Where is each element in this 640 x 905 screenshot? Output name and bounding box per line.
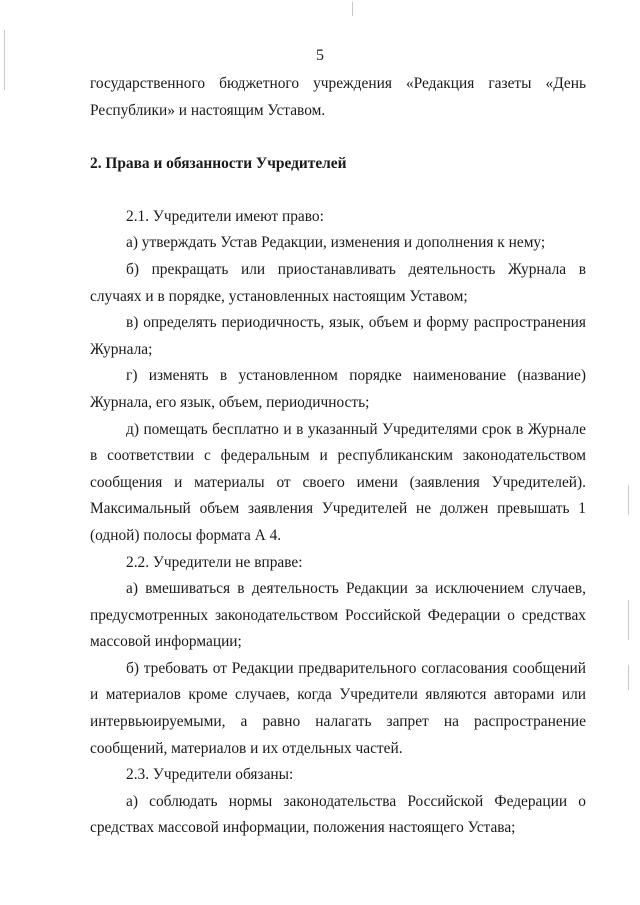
page-number: 5: [316, 47, 324, 64]
clause-2-3: 2.3. Учредители обязаны:: [126, 766, 294, 784]
clause-2-1-g: г) изменять в установленном порядке наименование (название) Журнала, его язык, объем, периодичность;: [90, 367, 586, 411]
clause-2-2-a: а) вмешиваться в деятельность Редакции за исключением случаев, предусмотренных законодательством Российской Федерации о средствах массовой информации;: [90, 580, 586, 651]
scan-artifact-right-1: [628, 485, 629, 515]
intro-paragraph: государственного бюджетного учреждения «Редакция газеты «День Республики» и настоящим Уставом.: [90, 75, 586, 119]
clause-2-1: 2.1. Учредители имеют право:: [126, 207, 324, 225]
clause-2-1-a: а) утверждать Устав Редакции, изменения и дополнения к нему;: [126, 234, 546, 252]
section-heading: 2. Права и обязанности Учредителей: [90, 155, 347, 173]
clause-2-1-d: д) помещать бесплатно и в указанный Учредителями срок в Журнале в соответствии с федеральным и республиканским законодательством сообщения и материалы от своего имени (заявления Учредителей). Максимальный объем заявления Учредителей не должен превышать 1 (одной) полосы формата А 4.: [90, 420, 586, 544]
clause-2-3-a: а) соблюдать нормы законодательства Российской Федерации о средствах массовой информации, положения настоящего Устава;: [90, 792, 586, 837]
clause-2-2-b: б) требовать от Редакции предварительного согласования сообщений и материалов кроме случаев, когда Учредители являются авторами или интервьюируемыми, а равно налагать запрет на распространение сообщений, материалов и их отдельных частей.: [90, 659, 586, 757]
scan-artifact-top: [352, 2, 353, 16]
clause-2-2: 2.2. Учредители не вправе:: [126, 553, 303, 571]
scan-artifact-right-2: [628, 600, 629, 640]
clause-2-1-v: в) определять периодичность, язык, объем и форму распространения Журнала;: [90, 314, 586, 358]
clause-2-1-b: б) прекращать или приостанавливать деятельность Журнала в случаях и в порядке, установленных настоящим Уставом;: [90, 260, 586, 305]
scan-artifact-right-3: [628, 665, 629, 690]
document-body: [90, 71, 586, 842]
